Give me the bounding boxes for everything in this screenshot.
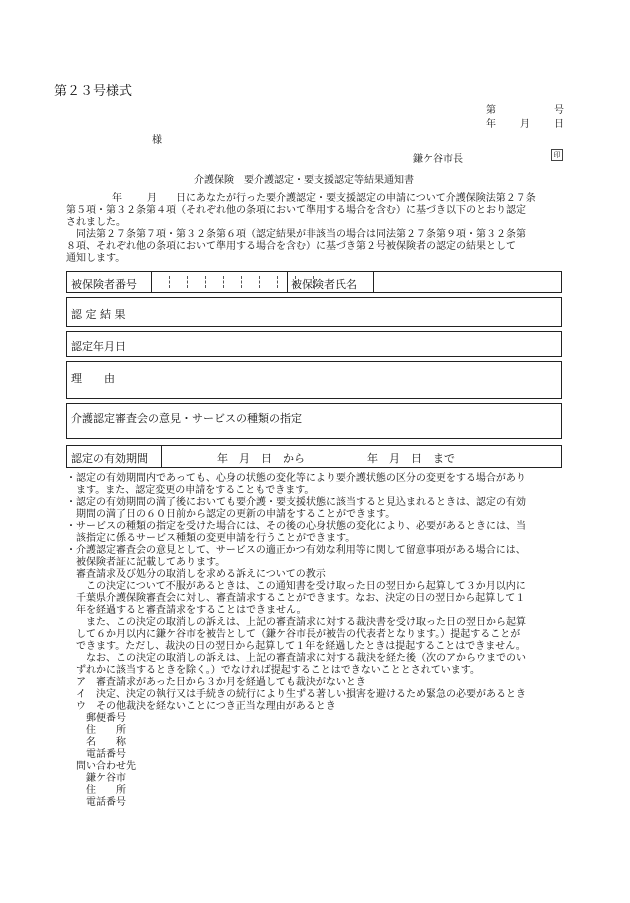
opinion-label: 介護認定審査会の意見・サービスの種類の指定 (71, 412, 302, 425)
reason-row (66, 361, 562, 399)
insured-name-label: 被保険者氏名 (291, 278, 357, 291)
number-prefix: 第 (486, 105, 496, 116)
note-3-line2: 該指定に係るサービス種類の変更申請を行うことができます。 (76, 533, 356, 544)
intro-p2-line2: ８項、それぞれ他の条項において準用する場合を含む）に基づき第２号被保険者の認定の結果として (66, 241, 516, 252)
appeal-3-line2: ずれかに該当するときを除く。）でなければ提起することはできないこととされています。 (76, 665, 480, 676)
notes-section (66, 473, 566, 809)
appeal-1-line2: 千葉県介護保険審査会に対し、審査請求することができます。なお、決定の日の翌日から起算して１ (76, 593, 526, 604)
validity-period-label: 認定の有効期間 (71, 452, 148, 465)
phone-label: 電話番号 (86, 749, 126, 760)
result-label: 認 定 結 果 (71, 308, 126, 321)
opinion-row (66, 403, 562, 439)
appeal-1-line1: この決定について不服があるときは、この通知書を受け取った日の翌日から起算して３か月以内に (86, 581, 526, 592)
reason-label: 理 由 (71, 372, 115, 385)
name-label: 名 称 (86, 737, 126, 748)
appeal-item-a: ア 審査請求があった日から３か月を経過しても裁決がないとき (76, 677, 366, 688)
result-row (66, 297, 562, 327)
note-2-line1: ・認定の有効期間の満了後においても要介護・要支援状態に該当すると見込まれるときは、認定の有効 (66, 497, 526, 508)
intro-p2-line3: 通知します。 (66, 253, 126, 264)
appeal-title: 審査請求及び処分の取消しを求める訴えについての教示 (76, 569, 326, 580)
postal-code-label: 郵便番号 (86, 713, 126, 724)
insured-number-label: 被保険者番号 (71, 278, 137, 291)
appeal-1-line3: 年を経過すると審査請求をすることはできません。 (76, 605, 307, 616)
insured-info-row (66, 271, 562, 293)
document-title: 介護保険 要介護認定・要支援認定等結果通知書 (194, 175, 414, 186)
appeal-item-i: イ 決定、決定の執行又は手続きの続行により生ずる著しい損害を避けるため緊急の必要があるとき (76, 689, 526, 700)
intro-p2-line1: 同法第２７条第７項・第３２条第６項（認定結果が非該当の場合は同法第２７条第９項・第３２条第 (76, 229, 526, 240)
note-1-line1: ・認定の有効期間内であっても、心身の状態の変化等により要介護状態の区分の変更をする場合があり (66, 473, 526, 484)
intro-year: 年 (112, 193, 122, 204)
appeal-item-u: ウ その他裁決を経ないことにつき正当な理由があるとき (76, 701, 336, 712)
appeal-2-line3: できます。ただし、裁決の日の翌日から起算して１年を経過したときは提起することはできません。 (76, 641, 526, 652)
addressee-honorific: 様 (152, 135, 162, 146)
appeal-2-line1: また、この決定の取消しの訴えは、上記の審査請求に対する裁決書を受け取った日の翌日から起算 (86, 617, 526, 628)
date-row (66, 331, 562, 357)
appeal-3-line1: なお、この決定の取消しの訴えは、上記の審査請求に対する裁決を経た後（次のアからウまでのい (86, 653, 526, 664)
note-3-line1: ・サービスの種類の指定を受けた場合には、その後の心身状態の変化により、必要があるときには、当 (66, 521, 526, 532)
contact-phone-label: 電話番号 (86, 797, 126, 808)
city-label: 鎌ケ谷市 (86, 773, 126, 784)
note-2-line2: 期間の満了日の６０日前から認定の更新の申請をすることができます。 (76, 509, 396, 520)
period-from: 年 月 日 から (217, 452, 305, 465)
date-day: 日 (554, 119, 564, 130)
note-4-line2: 被保険者証に記載してあります。 (76, 557, 226, 568)
intro-p1-line1: 日にあなたが行った要介護認定・要支援認定の申請について介護保険法第２７条 (176, 193, 536, 204)
note-4-line1: ・介護認定審査会の意見として、サービスの適正かつ有効な利用等に関して留意事項がある場合には、 (66, 545, 526, 556)
intro-p1-line3: されました。 (66, 217, 126, 228)
intro-p1-line2: 第５項・第３２条第４項（それぞれ他の条項において準用する場合を含む）に基づき以下のとおり認定 (66, 205, 526, 216)
validity-period-row (66, 445, 562, 468)
address-label: 住 所 (86, 725, 126, 736)
appeal-2-line2: して６か月以内に鎌ケ谷市を被告として（鎌ケ谷市長が被告の代表者となります。）提起することが (76, 629, 521, 640)
contact-label: 問い合わせ先 (76, 761, 136, 772)
issuer-name: 鎌ケ谷市長 (413, 154, 463, 165)
note-1-line2: ます。また、認定変更の申請をすることもできます。 (76, 485, 315, 496)
certification-date-label: 認定年月日 (71, 340, 126, 353)
period-to: 年 月 日 まで (367, 452, 455, 465)
intro-month: 月 (147, 193, 157, 204)
date-year: 年 (486, 119, 496, 130)
form-number: 第２３号様式 (54, 84, 133, 99)
seal-icon: 印 (551, 149, 563, 161)
date-month: 月 (520, 119, 530, 130)
number-suffix: 号 (554, 105, 564, 116)
contact-address-label: 住 所 (86, 785, 126, 796)
